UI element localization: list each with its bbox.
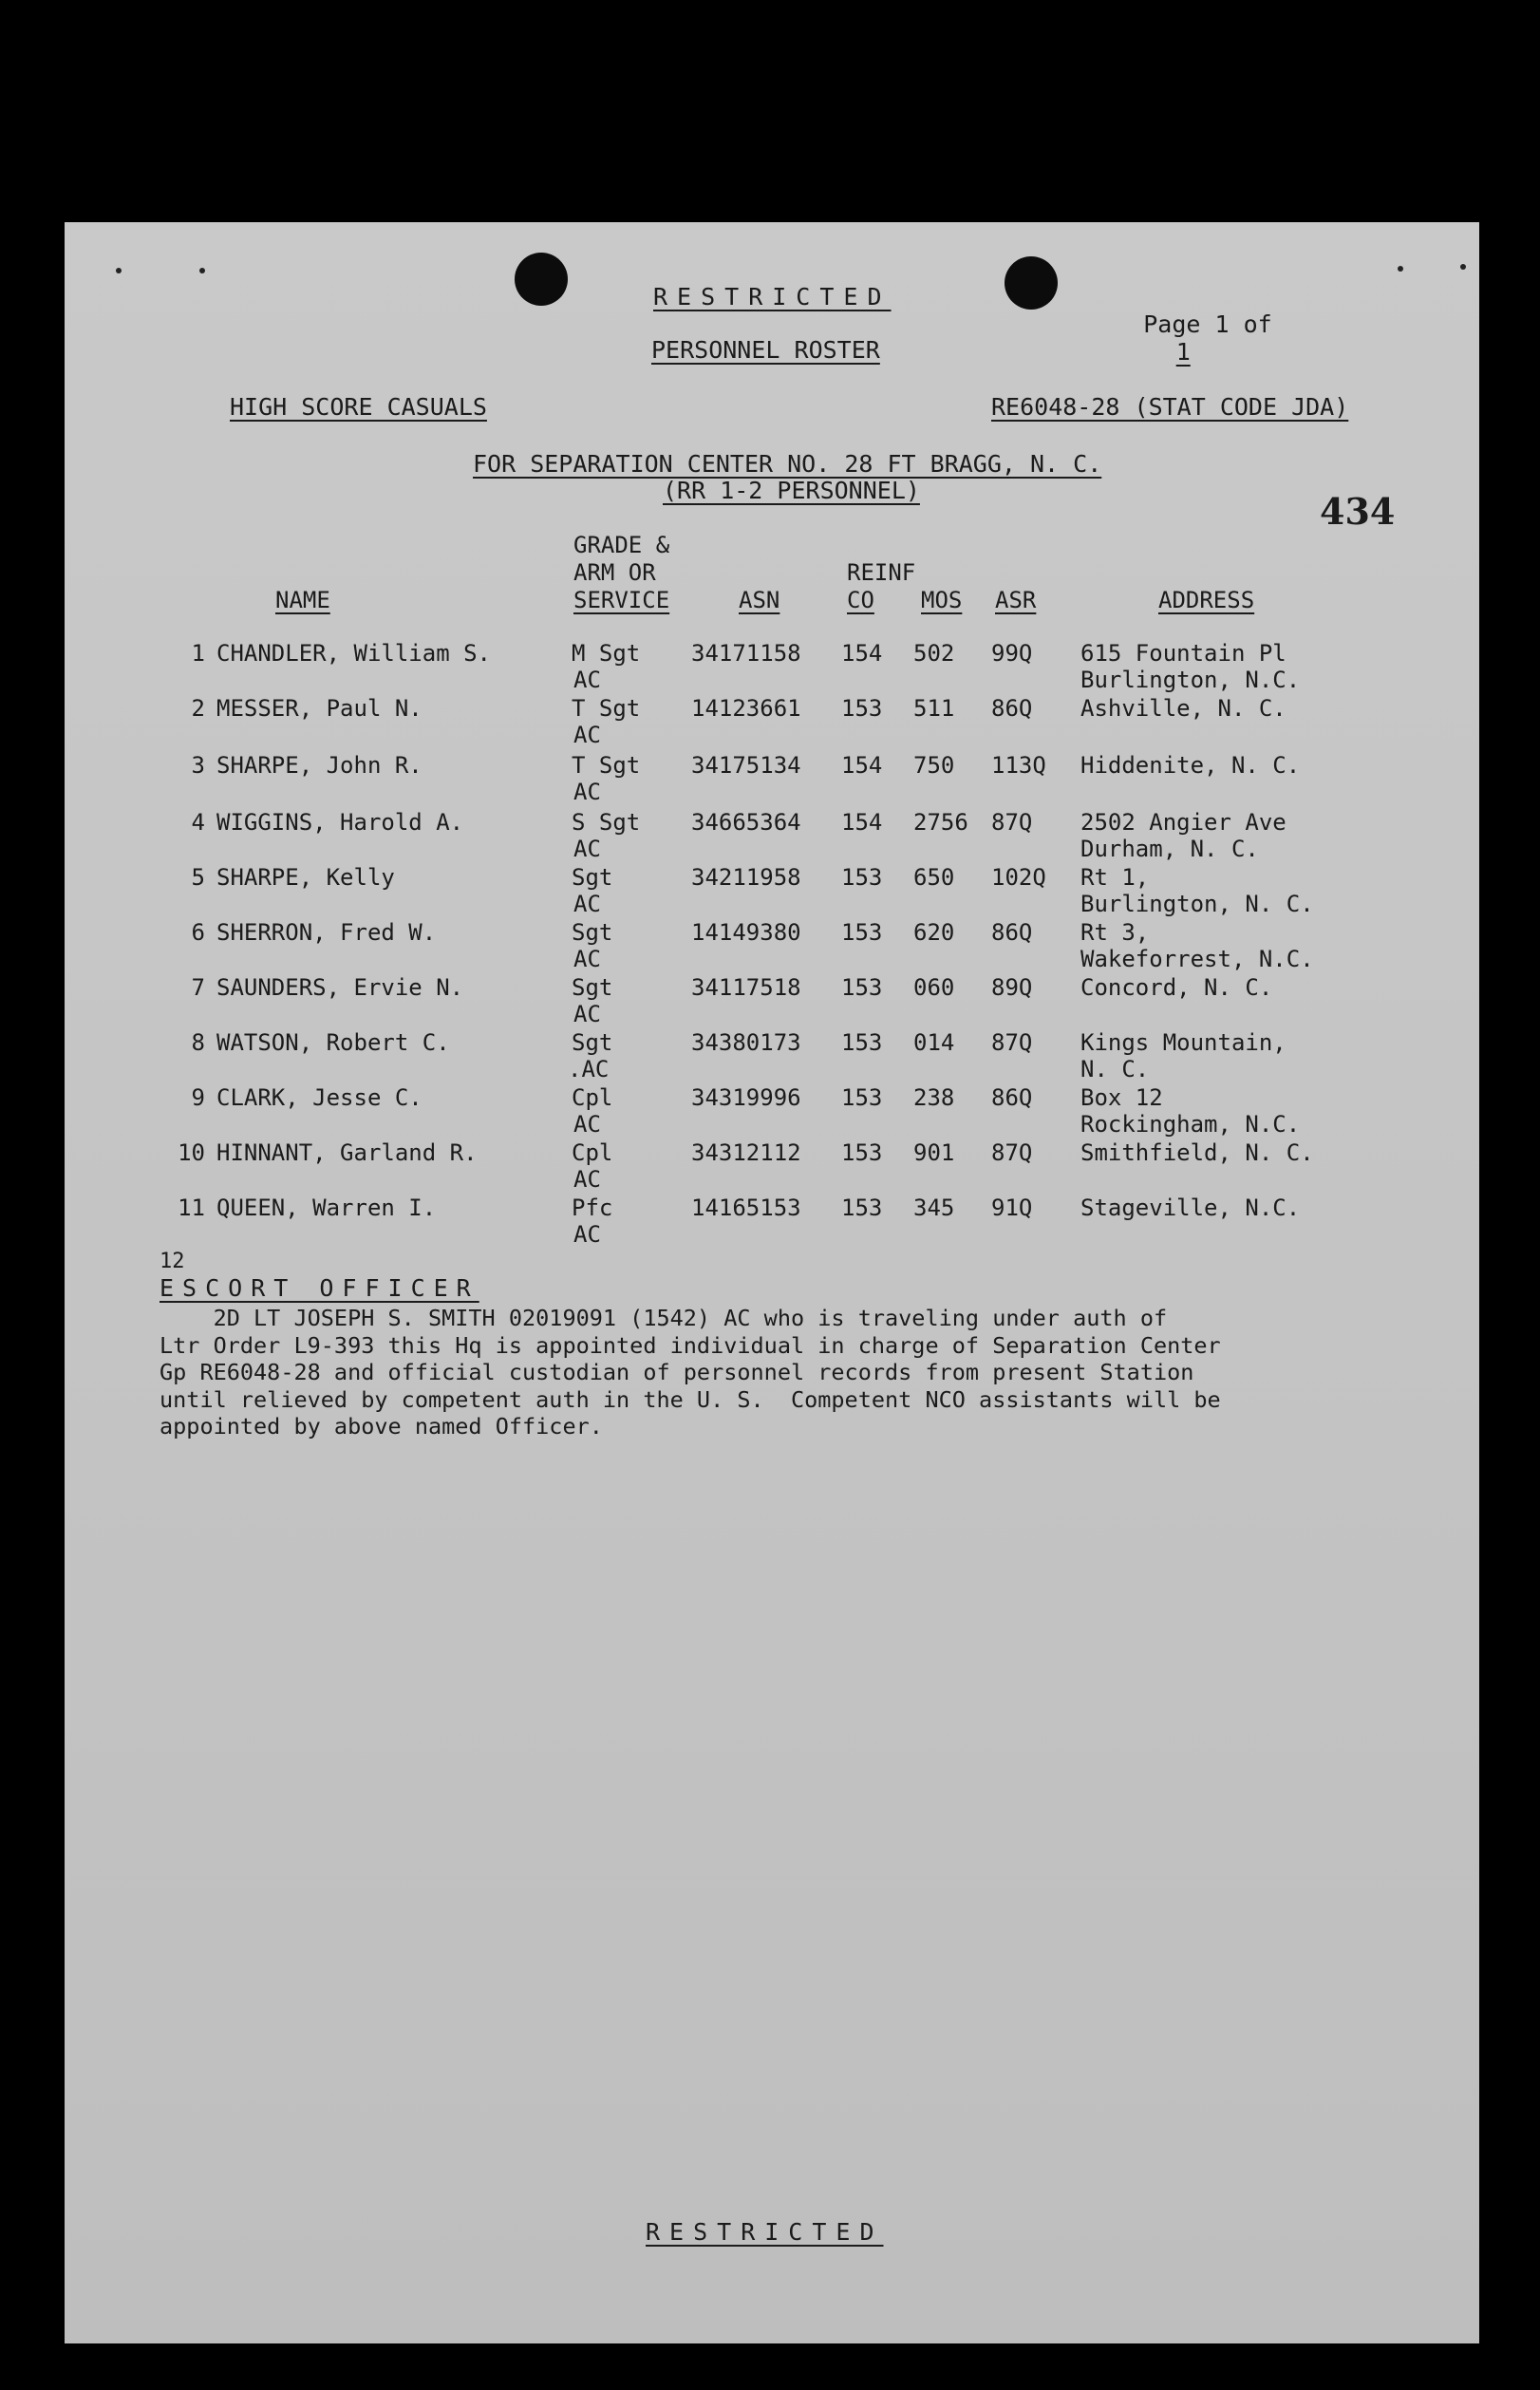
row-address-2: Wakeforrest, N.C.	[1080, 946, 1314, 972]
row-arm: AC	[573, 946, 601, 972]
row-arm: AC	[573, 722, 601, 748]
row-grade: Cpl	[572, 1139, 613, 1166]
row-mos: 060	[913, 974, 955, 1001]
row-address-2: Burlington, N. C.	[1080, 891, 1314, 917]
row-name: CLARK, Jesse C.	[216, 1084, 423, 1111]
row-asn: 34175134	[691, 752, 801, 779]
row-asn: 34665364	[691, 809, 801, 836]
row-arm: AC	[573, 1166, 601, 1193]
col-grade-line1: GRADE &	[573, 532, 670, 558]
row-arm: AC	[573, 667, 601, 693]
row-name: WATSON, Robert C.	[216, 1029, 450, 1056]
row-co: 154	[841, 752, 883, 779]
row-number: 9	[191, 1084, 205, 1111]
row-grade: Sgt	[572, 864, 613, 891]
row-mos: 502	[913, 640, 955, 667]
page-prefix: Page 1 of	[1143, 311, 1272, 338]
punch-hole-left	[515, 253, 568, 306]
row-co: 153	[841, 919, 883, 946]
col-grade-line3: SERVICE	[573, 587, 670, 613]
row-name: WIGGINS, Harold A.	[216, 809, 464, 836]
row-asn: 34211958	[691, 864, 801, 891]
row-arm: .AC	[568, 1056, 610, 1082]
page-total: 1	[1175, 338, 1191, 366]
row-asr: 87Q	[991, 809, 1033, 836]
row-number: 2	[191, 695, 205, 722]
row-number: 8	[191, 1029, 205, 1056]
row-co: 154	[841, 809, 883, 836]
row-arm: AC	[573, 779, 601, 805]
escort-heading: ESCORT OFFICER	[160, 1274, 479, 1302]
row-asr: 113Q	[991, 752, 1046, 779]
roster-title: PERSONNEL ROSTER	[651, 336, 880, 364]
row-number: 3	[191, 752, 205, 779]
stamp-number: 434	[1320, 490, 1396, 533]
row-address-1: Ashville, N. C.	[1080, 695, 1286, 722]
row-arm: AC	[573, 836, 601, 862]
row-mos: 014	[913, 1029, 955, 1056]
row-name: SHERRON, Fred W.	[216, 919, 437, 946]
row-mos: 620	[913, 919, 955, 946]
margin-mark	[199, 268, 205, 273]
row-arm: AC	[573, 1001, 601, 1027]
restricted-header: RESTRICTED	[653, 283, 892, 311]
row-number: 4	[191, 809, 205, 836]
col-name: NAME	[275, 587, 330, 613]
row-co: 153	[841, 1084, 883, 1111]
personnel-type: (RR 1-2 PERSONNEL)	[663, 477, 920, 504]
row-mos: 238	[913, 1084, 955, 1111]
escort-line: until relieved by competent auth in the U. S. Competent NCO assistants will be	[160, 1385, 1221, 1413]
group-title: HIGH SCORE CASUALS	[230, 393, 487, 421]
row-grade: Sgt	[572, 919, 613, 946]
overstrike-mark: 12	[160, 1250, 185, 1273]
row-name: HINNANT, Garland R.	[216, 1139, 478, 1166]
document-page	[65, 222, 1479, 2343]
row-number: 11	[178, 1195, 205, 1221]
margin-mark	[1398, 266, 1403, 272]
row-asn: 14149380	[691, 919, 801, 946]
row-arm: AC	[573, 1221, 601, 1248]
row-name: SAUNDERS, Ervie N.	[216, 974, 464, 1001]
row-asr: 89Q	[991, 974, 1033, 1001]
row-number: 10	[178, 1139, 205, 1166]
row-address-1: Kings Mountain,	[1080, 1029, 1286, 1056]
escort-line: appointed by above named Officer.	[160, 1413, 603, 1440]
row-asr: 86Q	[991, 695, 1033, 722]
row-number: 7	[191, 974, 205, 1001]
row-asr: 91Q	[991, 1195, 1033, 1221]
row-asr: 86Q	[991, 1084, 1033, 1111]
separation-center: FOR SEPARATION CENTER NO. 28 FT BRAGG, N. C.	[473, 450, 1102, 478]
col-address: ADDRESS	[1158, 587, 1255, 613]
row-number: 5	[191, 864, 205, 891]
stat-code: RE6048-28 (STAT CODE JDA)	[991, 393, 1349, 421]
row-co: 153	[841, 1195, 883, 1221]
row-mos: 511	[913, 695, 955, 722]
row-address-1: 2502 Angier Ave	[1080, 809, 1286, 836]
row-address-2: N. C.	[1080, 1056, 1150, 1082]
row-asn: 34117518	[691, 974, 801, 1001]
row-address-1: Hiddenite, N. C.	[1080, 752, 1301, 779]
row-grade: S Sgt	[572, 809, 641, 836]
row-name: SHARPE, John R.	[216, 752, 423, 779]
col-mos: MOS	[921, 587, 963, 613]
row-mos: 901	[913, 1139, 955, 1166]
restricted-footer: RESTRICTED	[646, 2218, 884, 2246]
row-address-1: Smithfield, N. C.	[1080, 1139, 1314, 1166]
row-co: 153	[841, 1029, 883, 1056]
escort-line: Gp RE6048-28 and official custodian of personnel records from present Station	[160, 1359, 1194, 1385]
row-asn: 34312112	[691, 1139, 801, 1166]
row-asr: 102Q	[991, 864, 1046, 891]
row-arm: AC	[573, 891, 601, 917]
row-mos: 650	[913, 864, 955, 891]
row-grade: Sgt	[572, 974, 613, 1001]
escort-line: 2D LT JOSEPH S. SMITH 02019091 (1542) AC who is traveling under auth of	[160, 1305, 1168, 1331]
row-address-1: Stageville, N.C.	[1080, 1195, 1301, 1221]
row-asn: 34319996	[691, 1084, 801, 1111]
row-address-2: Rockingham, N.C.	[1080, 1111, 1301, 1138]
row-number: 6	[191, 919, 205, 946]
escort-line: Ltr Order L9-393 this Hq is appointed individual in charge of Separation Center	[160, 1331, 1221, 1359]
col-asn: ASN	[739, 587, 780, 613]
row-name: SHARPE, Kelly	[216, 864, 395, 891]
row-address-1: Rt 1,	[1080, 864, 1150, 891]
row-grade: Pfc	[572, 1195, 613, 1221]
row-name: CHANDLER, William S.	[216, 640, 491, 667]
row-mos: 750	[913, 752, 955, 779]
row-mos: 2756	[913, 809, 968, 836]
col-grade-line2: ARM OR	[573, 559, 656, 586]
row-name: MESSER, Paul N.	[216, 695, 423, 722]
row-grade: T Sgt	[572, 695, 641, 722]
row-co: 153	[841, 1139, 883, 1166]
row-grade: T Sgt	[572, 752, 641, 779]
row-address-1: 615 Fountain Pl	[1080, 640, 1286, 667]
row-asn: 34171158	[691, 640, 801, 667]
row-grade: Sgt	[572, 1029, 613, 1056]
row-address-1: Concord, N. C.	[1080, 974, 1273, 1001]
row-co: 153	[841, 974, 883, 1001]
row-asr: 87Q	[991, 1029, 1033, 1056]
row-co: 154	[841, 640, 883, 667]
row-name: QUEEN, Warren I.	[216, 1195, 437, 1221]
margin-mark	[116, 268, 122, 273]
margin-mark	[1460, 264, 1466, 270]
row-asr: 99Q	[991, 640, 1033, 667]
row-co: 153	[841, 695, 883, 722]
row-arm: AC	[573, 1111, 601, 1138]
row-address-1: Box 12	[1080, 1084, 1163, 1111]
page-indicator	[1086, 283, 1272, 393]
row-asr: 86Q	[991, 919, 1033, 946]
row-number: 1	[191, 640, 205, 667]
row-asn: 14123661	[691, 695, 801, 722]
row-asn: 14165153	[691, 1195, 801, 1221]
row-asr: 87Q	[991, 1139, 1033, 1166]
punch-hole-right	[1005, 256, 1058, 310]
row-address-2: Burlington, N.C.	[1080, 667, 1301, 693]
row-grade: Cpl	[572, 1084, 613, 1111]
row-co: 153	[841, 864, 883, 891]
row-grade: M Sgt	[572, 640, 641, 667]
col-reinf: REINF	[847, 559, 916, 586]
row-address-1: Rt 3,	[1080, 919, 1150, 946]
row-asn: 34380173	[691, 1029, 801, 1056]
col-asr: ASR	[995, 587, 1037, 613]
row-mos: 345	[913, 1195, 955, 1221]
row-address-2: Durham, N. C.	[1080, 836, 1259, 862]
col-co: CO	[847, 587, 874, 613]
